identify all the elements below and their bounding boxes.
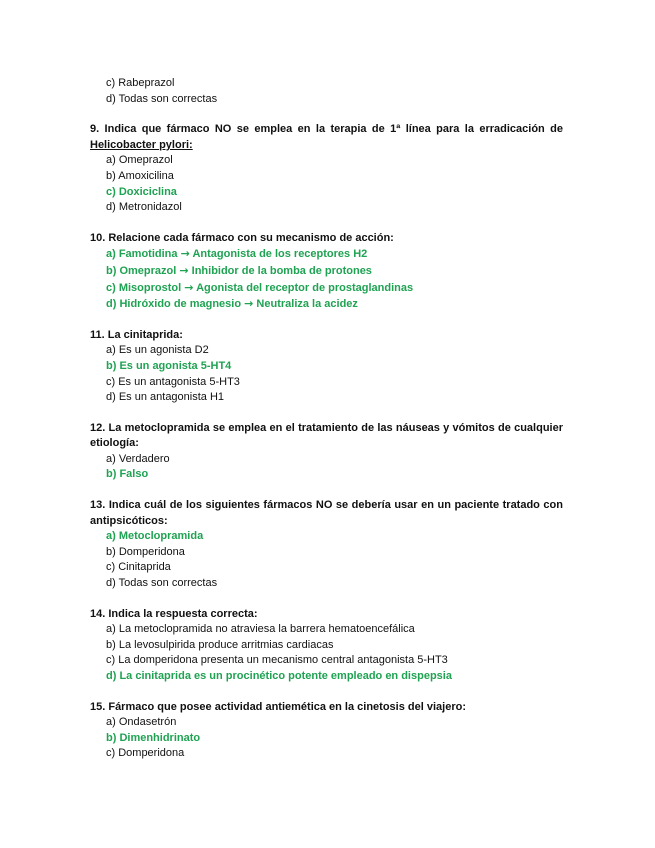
question-title: 14. Indica la respuesta correcta: xyxy=(90,607,258,620)
option-d: d) Todas son correctas xyxy=(106,577,218,590)
question-title: 13. Indica cuál de los siguientes fármacos NO se debería usar en un paciente tratado con antipsicóticos: xyxy=(90,499,563,527)
pair-a-correct: a) Famotidina → Antagonista de los receptores H2 xyxy=(106,247,368,261)
question-15 xyxy=(90,700,563,762)
question-title: 12. La metoclopramida se emplea en el tratamiento de las náuseas y vómitos de cualquier etiología: xyxy=(90,421,563,450)
question-title: 9. Indica que fármaco NO se emplea en la terapia de 1ª línea para la erradicación de Helicobacter pylori: xyxy=(90,123,563,151)
question-12 xyxy=(90,421,563,483)
question-title: 11. La cinitaprida: xyxy=(90,328,183,341)
option-b-correct: b) Falso xyxy=(106,468,149,481)
option-d: d) Todas son correctas xyxy=(106,92,218,105)
option-c: c) Domperidona xyxy=(106,747,185,760)
option-d-correct: d) La cinitaprida es un procinético potente empleado en dispepsia xyxy=(106,670,452,682)
option-d: d) Es un antagonista H1 xyxy=(106,391,225,404)
underlined-term: Helicobacter pylori: xyxy=(90,138,193,151)
document-page xyxy=(90,76,563,777)
question-title: 15. Fármaco que posee actividad antiemética en la cinetosis del viajero: xyxy=(90,700,466,713)
arrow-right-icon: → xyxy=(184,280,194,294)
option-a: a) Omeprazol xyxy=(106,154,173,167)
question-11 xyxy=(90,328,563,406)
question-10 xyxy=(90,231,563,313)
option-a: a) Verdadero xyxy=(106,452,170,465)
option-c: c) Cinitaprida xyxy=(106,561,171,574)
option-b: b) Amoxicilina xyxy=(106,169,174,182)
question-9 xyxy=(90,122,563,216)
option-b-correct: b) Es un agonista 5-HT4 xyxy=(106,359,232,372)
option-c-correct: c) Doxiciclina xyxy=(106,185,177,198)
option-d: d) Metronidazol xyxy=(106,201,182,214)
option-a-correct: a) Metoclopramida xyxy=(106,530,204,543)
option-c: c) La domperidona presenta un mecanismo central antagonista 5-HT3 xyxy=(106,654,448,667)
option-a: a) Ondasetrón xyxy=(106,716,177,729)
option-a: a) Es un agonista D2 xyxy=(106,344,209,357)
question-13 xyxy=(90,498,563,592)
option-c: c) Es un antagonista 5-HT3 xyxy=(106,375,240,388)
arrow-right-icon: → xyxy=(244,297,254,311)
option-b-correct: b) Dimenhidrinato xyxy=(106,731,201,744)
option-b: b) Domperidona xyxy=(106,545,185,558)
question-title: 10. Relacione cada fármaco con su mecanismo de acción: xyxy=(90,231,394,244)
pair-d-correct: d) Hidróxido de magnesio → Neutraliza la acidez xyxy=(106,297,358,311)
arrow-right-icon: → xyxy=(180,247,190,261)
option-b: b) La levosulpirida produce arritmias cardiacas xyxy=(106,638,334,651)
question-8-continuation xyxy=(90,76,563,107)
pair-b-correct: b) Omeprazol → Inhibidor de la bomba de protones xyxy=(106,263,372,277)
arrow-right-icon: → xyxy=(179,263,189,277)
pair-c-correct: c) Misoprostol → Agonista del receptor de prostaglandinas xyxy=(106,280,414,294)
option-a: a) La metoclopramida no atraviesa la barrera hematoencefálica xyxy=(106,623,415,636)
question-14 xyxy=(90,607,563,685)
option-c: c) Rabeprazol xyxy=(106,77,175,89)
